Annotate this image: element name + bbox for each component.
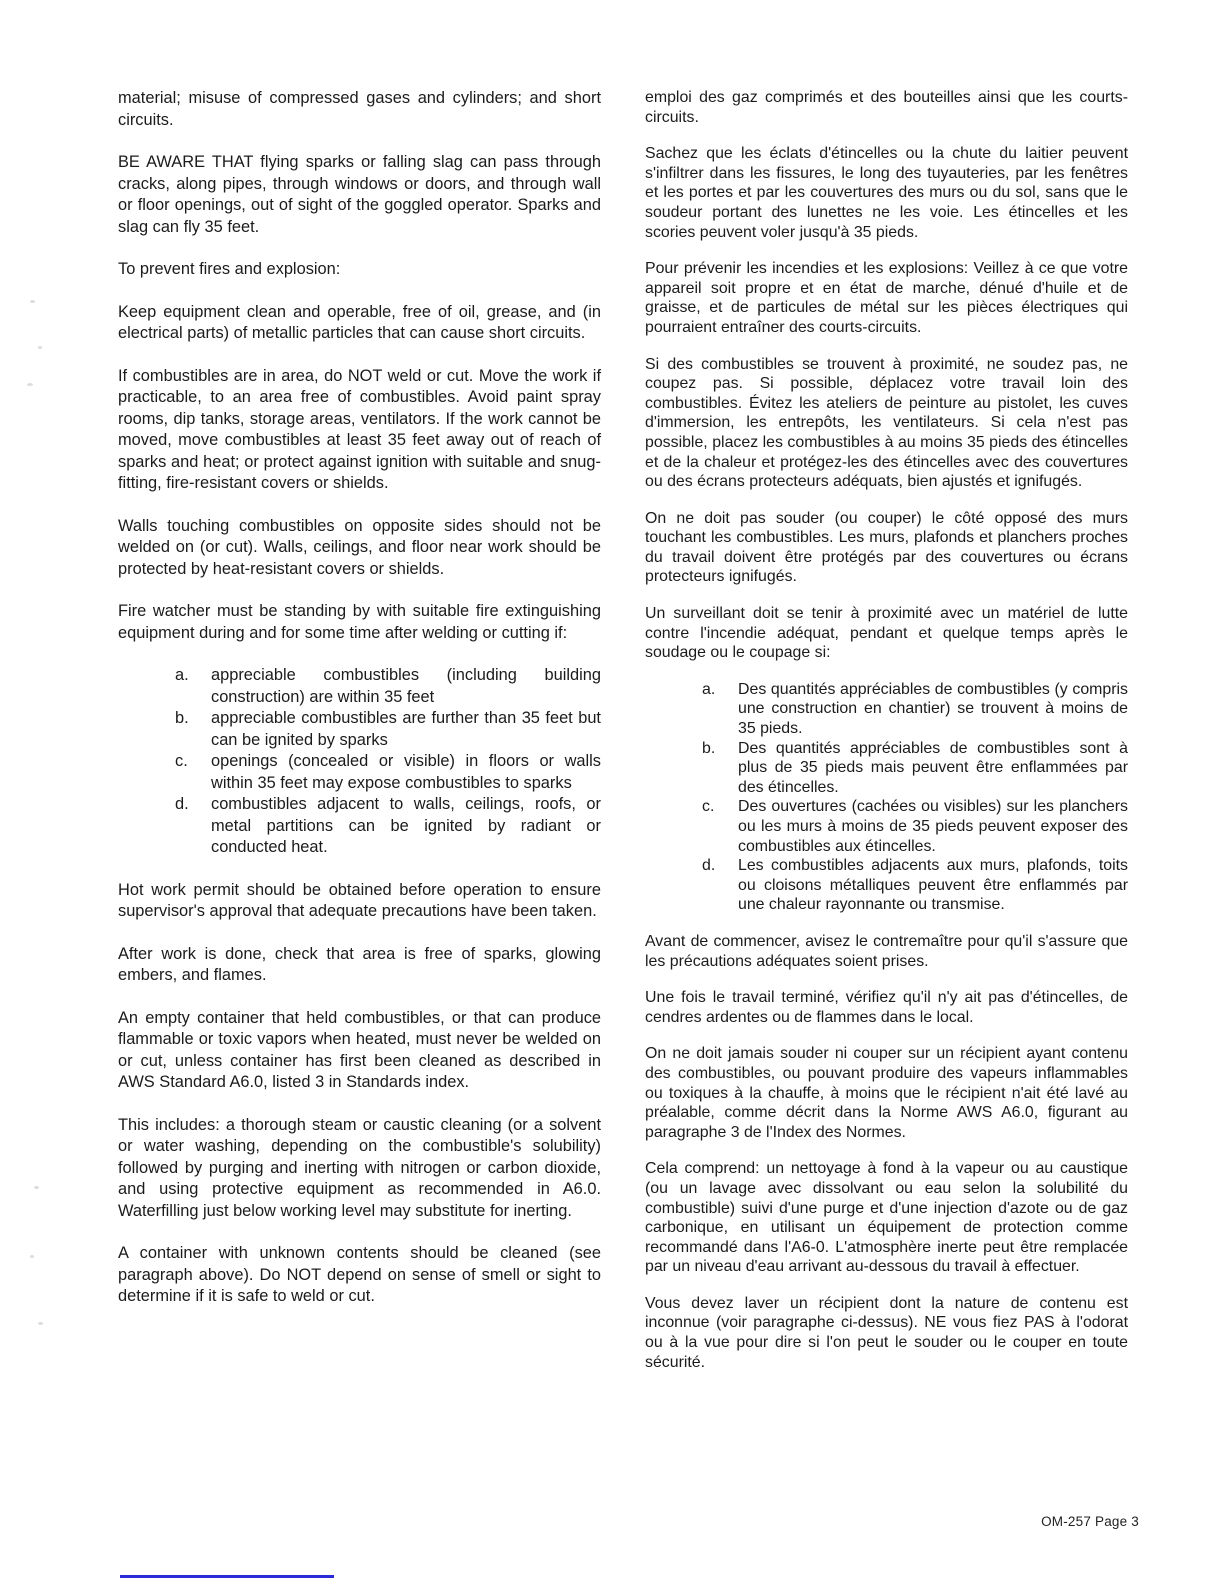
- list-item-text: combustibles adjacent to walls, ceilings, roofs, or metal partitions can be ignited by radiant or conducted heat.: [211, 795, 601, 856]
- list-marker: a.: [702, 680, 716, 698]
- paragraph: Si des combustibles se trouvent à proximité, ne soudez pas, ne coupez pas. Si possible, déplacez votre travail loin des combustibles. Évitez les ateliers de peinture au pistolet, les cuves d'immersion, les entrepôts, les ventilateurs. Si cela n'est pas possible, placez les combustibles à au moins 35 pieds des étincelles et de la chaleur et protégez-les des étincelles avec des couvertures ou des écrans protecteurs adéquats, bien ajustés et ignifugés.: [645, 355, 1128, 491]
- list-item-text: openings (concealed or visible) in floors or walls within 35 feet may expose combustibles to sparks: [211, 752, 601, 792]
- paragraph: Un surveillant doit se tenir à proximité avec un matériel de lutte contre l'incendie adéquat, pendant et quelque temps après le soudage ou le coupage si:: [645, 605, 1128, 662]
- list-marker: d.: [702, 857, 716, 875]
- paragraph: On ne doit pas souder (ou couper) le côté opposé des murs touchant les combustibles. Les murs, plafonds et planchers proches du travail doivent être protégés par des couvertures ou écrans protecteurs ignifugés.: [645, 509, 1128, 586]
- paragraph: Une fois le travail terminé, vérifiez qu'il n'y ait pas d'étincelles, de cendres ardentes ou de flammes dans le local.: [645, 989, 1128, 1026]
- list-item: [175, 794, 601, 859]
- list-item-text: Des quantités appréciables de combustibles (y compris une construction en chantier) se trouvent à moins de 35 pieds.: [738, 680, 1128, 738]
- paragraph: To prevent fires and explosion:: [118, 260, 341, 278]
- paragraph: If combustibles are in area, do NOT weld or cut. Move the work if practicable, to an area free of combustibles. Avoid paint spray rooms, dip tanks, storage areas, ventilators. If the work cannot be moved, move combustibles at least 35 feet away out of reach of sparks and heat; or protect against ignition with suitable and snug-fitting, fire-resistant covers or shields.: [118, 366, 601, 492]
- list-item-text: Des ouvertures (cachées ou visibles) sur les planchers ou les murs à moins de 35 pieds peuvent exposer des combustibles aux étincelles.: [738, 798, 1128, 855]
- paragraph: A container with unknown contents should be cleaned (see paragraph above). Do NOT depend on sense of smell or sight to determine if it is safe to weld or cut.: [118, 1244, 601, 1305]
- scan-artifact: [27, 383, 33, 386]
- paragraph: Avant de commencer, avisez le contremaître pour qu'il s'assure que les précautions adéquates soient prises.: [645, 932, 1128, 970]
- list-item: [702, 797, 1128, 856]
- paragraph: Keep equipment clean and operable, free of oil, grease, and (in electrical parts) of metallic particles that can cause short circuits.: [118, 302, 601, 342]
- lettered-list: [175, 665, 601, 859]
- paragraph: material; misuse of compressed gases and cylinders; and short circuits.: [118, 89, 601, 129]
- list-item: [175, 665, 601, 708]
- paragraph: emploi des gaz comprimés et des bouteilles ainsi que les courts-circuits.: [645, 89, 1128, 126]
- list-marker: b.: [175, 709, 189, 727]
- paragraph: Fire watcher must be standing by with suitable fire extinguishing equipment during and for some time after welding or cutting if:: [118, 602, 601, 642]
- list-marker: c.: [175, 752, 188, 770]
- list-marker: c.: [702, 798, 715, 816]
- paragraph: Walls touching combustibles on opposite sides should not be welded on (or cut). Walls, ceilings, and floor near work should be protected by heat-resistant covers or shields.: [118, 516, 601, 578]
- english-column: [118, 88, 601, 1372]
- list-item-text: appreciable combustibles (including building construction) are within 35 feet: [211, 666, 601, 706]
- list-item: [175, 751, 601, 794]
- list-item: [702, 739, 1128, 798]
- paragraph: An empty container that held combustibles, or that can produce flammable or toxic vapors when heated, must never be welded on or cut, unless container has first been cleaned as described in AWS Standard A6.0, listed 3 in Standards index.: [118, 1008, 601, 1091]
- list-item: [702, 680, 1128, 739]
- list-item-text: Les combustibles adjacents aux murs, plafonds, toits ou cloisons métalliques peuvent être enflammés par une chaleur rayonnante ou transmise.: [738, 857, 1128, 914]
- paragraph: Hot work permit should be obtained before operation to ensure supervisor's approval that adequate precautions have been taken.: [118, 880, 601, 920]
- list-marker: d.: [175, 795, 189, 813]
- list-marker: a.: [175, 666, 189, 684]
- list-item: [175, 708, 601, 751]
- list-item-text: appreciable combustibles are further than 35 feet but can be ignited by sparks: [211, 709, 601, 749]
- paragraph: After work is done, check that area is free of sparks, glowing embers, and flames.: [118, 944, 601, 984]
- paragraph: Sachez que les éclats d'étincelles ou la chute du laitier peuvent s'infiltrer dans les fissures, le long des tuyauteries, par les fenêtres et les portes et par les couvertures des murs ou du sol, sans que le soudeur portant des lunettes ne les voie. Les étincelles et les scories peuvent voler jusqu'à 35 pieds.: [645, 145, 1128, 241]
- scan-artifact: [30, 300, 35, 303]
- french-column: [645, 88, 1128, 1372]
- paragraph: BE AWARE THAT flying sparks or falling slag can pass through cracks, along pipes, through windows or doors, and through wall or floor openings, out of sight of the goggled operator. Sparks and slag can fly 35 feet.: [118, 153, 601, 236]
- bottom-blue-line: [120, 1575, 334, 1578]
- list-item-text: Des quantités appréciables de combustibles sont à plus de 35 pieds mais peuvent être enflammées par des étincelles.: [738, 739, 1128, 796]
- paragraph: Cela comprend: un nettoyage à fond à la vapeur ou au caustique (ou un lavage avec dissolvant ou eau selon la solubilité du combustible) suivi d'une purge et d'une injection d'azote ou de gaz carbonique, en utilisant un équipement de protection comme recommandé dans l'A6-0. L'atmosphère inerte peut être remplacée par un niveau d'eau arrivant au-dessous du travail à effectuer.: [645, 1160, 1128, 1276]
- scan-artifact: [38, 1322, 43, 1325]
- scan-artifact: [34, 1186, 39, 1189]
- page-number: OM-257 Page 3: [1041, 1514, 1139, 1529]
- paragraph: Vous devez laver un récipient dont la nature de contenu est inconnue (voir paragraphe ci-dessus). NE vous fiez PAS à l'odorat ou à la vue pour dire si l'on peut le souder ou le couper en toute sécurité.: [645, 1294, 1128, 1371]
- scan-artifact: [30, 1255, 34, 1258]
- lettered-list: [702, 680, 1128, 915]
- scan-artifact: [38, 346, 42, 349]
- paragraph: Pour prévenir les incendies et les explosions: Veillez à ce que votre appareil soit propre et en état de marche, dénué d'huile et de graisse, et de particules de métal sur les pièces électriques qui pourraient entraîner des courts-circuits.: [645, 260, 1128, 336]
- list-item: [702, 856, 1128, 915]
- two-column-layout: [118, 88, 1225, 1372]
- paragraph: This includes: a thorough steam or caustic cleaning (or a solvent or water washing, depending on the combustible's solubility) followed by purging and inerting with nitrogen or carbon dioxide, and using protective equipment as recommended in A6.0. Waterfilling just below working level may substitute for inerting.: [118, 1115, 601, 1220]
- list-marker: b.: [702, 739, 716, 757]
- paragraph: On ne doit jamais souder ni couper sur un récipient ayant contenu des combustibles, ou pouvant produire des vapeurs inflammables ou toxiques à la chauffe, à moins que le récipient n'ait été lavé au préalable, comme décrit dans la Norme AWS A6.0, figurant au paragraphe 3 de l'Index des Normes.: [645, 1045, 1128, 1141]
